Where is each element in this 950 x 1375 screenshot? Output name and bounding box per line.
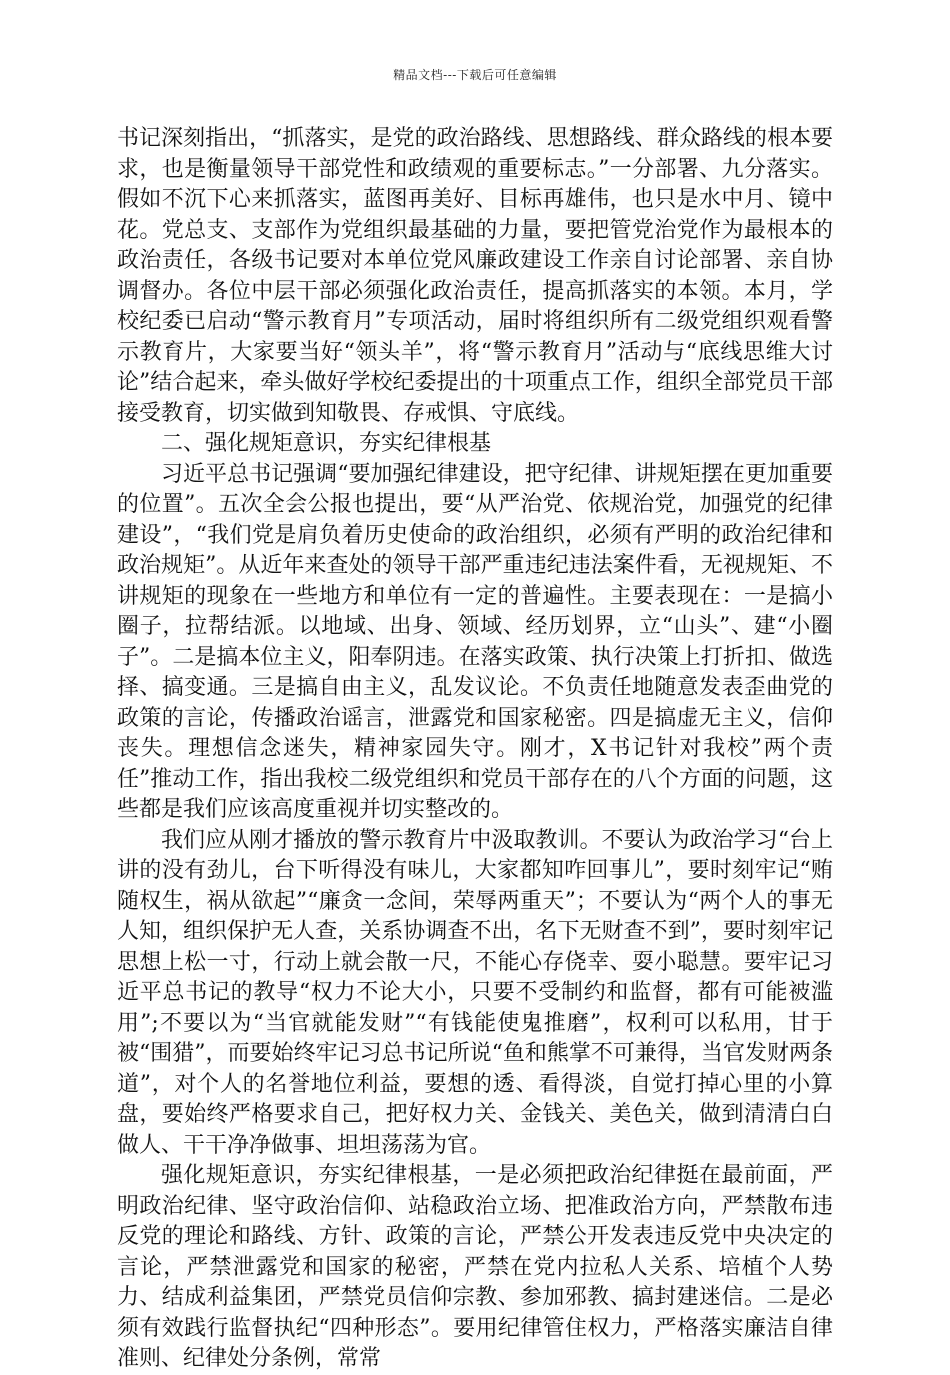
paragraph-lessons: 我们应从刚才播放的警示教育片中汲取教训。不要认为政治学习“台上讲的没有劲儿，台下听得没有味儿，大家都知咋回事儿”，要时刻牢记“贿随权生，祸从欲起”“廉贪一念间，荣辱两重天”；不要认为“两个人的事无人知，组织保护无人查，关系协调查不出，名下无财查不到”，要时刻牢记思想上松一寸，行动上就会散一尺，不能心存侥幸、耍小聪慧。要牢记习近平总书记的教导“权力不论大小，只要不受制约和监督，都有可能被滥用”;不要以为“当官就能发财”“有钱能使鬼推磨”，权利可以私用，甘于被“围猎”，而要始终牢记习总书记所说“鱼和熊掌不可兼得，当官发财两条道”，对个人的名誉地位利益，要想的透、看得淡，自觉打掉心里的小算盘，要始终严格要求自己，把好权力关、金钱关、美色关，做到清清白白做人、干干净净做事、坦坦荡荡为官。: [117, 827, 833, 1158]
paragraph-discipline: 习近平总书记强调“要加强纪律建设，把守纪律、讲规矩摆在更加重要的位置”。五次全会公报也提出，要“从严治党、依规治党，加强党的纪律建设”，“我们党是肩负着历史使命的政治组织，必须有严明的政治纪律和政治规矩”。从近年来查处的领导干部严重违纪违法案件看，无视规矩、不讲规矩的现象在一些地方和单位有一定的普遍性。主要表现在：一是搞小圈子，拉帮结派。以地域、出身、领域、经历划界，立“山头”、建“小圈子”。二是搞本位主义，阳奉阴违。在落实政策、执行决策上打折扣、做选择、搞变通。三是搞自由主义，乱发议论。不负责任地随意发表歪曲党的政策的言论，传播政治谣言，泄露党和国家秘密。四是搞虚无主义，信仰丧失。理想信念迷失，精神家园失守。刚才，X书记针对我校”两个责任”推动工作，指出我校二级党组织和党员干部存在的八个方面的问题，这些都是我们应该高度重视并切实整改的。: [117, 461, 833, 822]
document-body: [117, 124, 833, 1375]
section-heading-2: 二、强化规矩意识，夯实纪律根基: [161, 431, 492, 456]
paragraph-intro: 书记深刻指出，“抓落实，是党的政治路线、思想路线、群众路线的根本要求，也是衡量领导干部党性和政绩观的重要标志。”一分部署、九分落实。假如不沉下心来抓落实，蓝图再美好、目标再雄伟，也只是水中月、镜中花。党总支、支部作为党组织最基础的力量，要把管党治党作为最根本的政治责任，各级书记要对本单位党风廉政建设工作亲自讨论部署、亲自协调督办。各位中层干部必须强化政治责任，提高抓落实的本领。本月，学校纪委已启动“警示教育月”专项活动，届时将组织所有二级党组织观看警示教育片，大家要当好“领头羊”，将“警示教育月”活动与“底线思维大讨论”结合起来，牵头做好学校纪委提出的十项重点工作，组织全部党员干部接受教育，切实做到知敬畏、存戒惧、守底线。: [117, 126, 833, 426]
page-header: 精品文档---下载后可任意编辑: [393, 68, 557, 82]
paragraph-rules: 强化规矩意识，夯实纪律根基，一是必须把政治纪律挺在最前面，严明政治纪律、坚守政治信仰、站稳政治立场、把准政治方向，严禁散布违反党的理论和路线、方针、政策的言论，严禁公开发表违反党中央决定的言论，严禁泄露党和国家的秘密，严禁在党内拉私人关系、培植个人势力、结成利益集团，严禁党员信仰宗教、参加邪教、搞封建迷信。二是必须有效践行监督执纪“四种形态”。要用纪律管住权力，严格落实廉洁自律准则、纪律处分条例，常常: [117, 1163, 833, 1371]
